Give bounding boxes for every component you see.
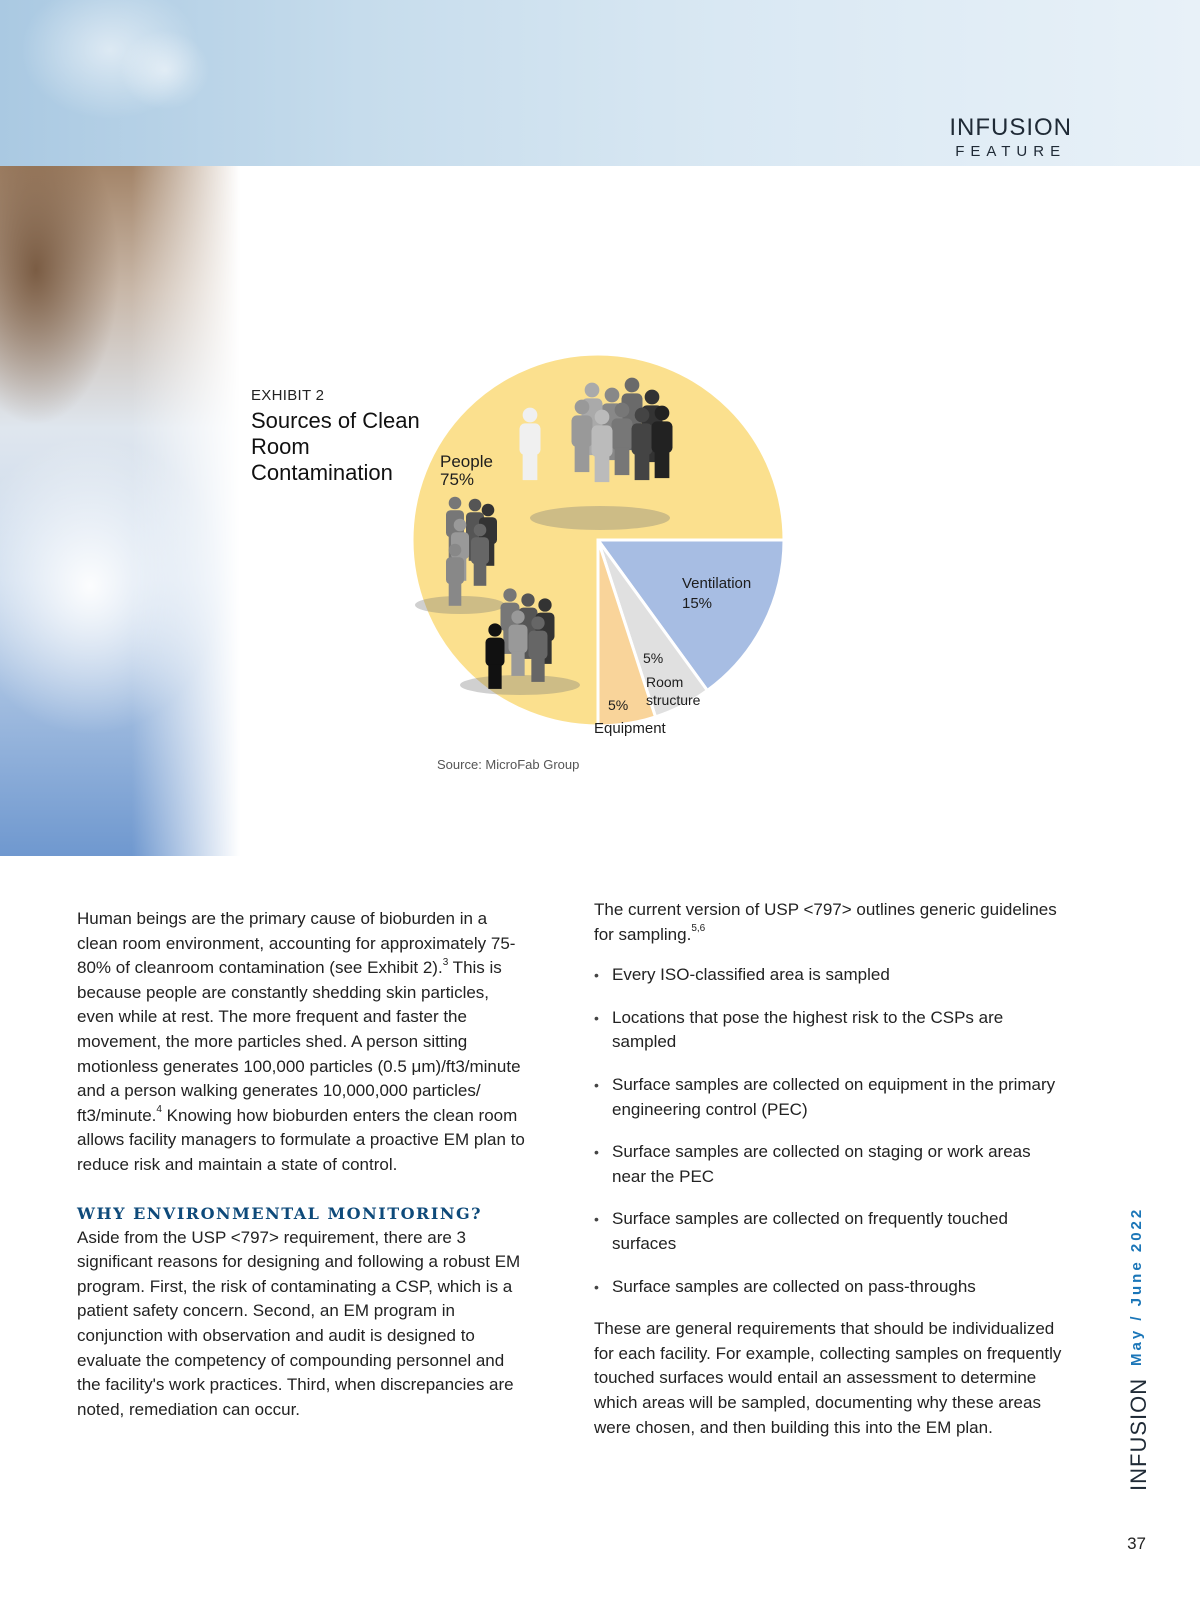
list-item: [594, 1073, 1064, 1122]
figure-shadow: [530, 506, 670, 530]
exhibit-label: EXHIBIT 2: [251, 387, 325, 404]
list-item: [594, 1207, 1064, 1256]
slice-label-ventilation: [682, 574, 751, 614]
sidebar-vertical: [1118, 1206, 1158, 1496]
bullet-icon: •: [594, 1144, 599, 1161]
text-span: This is because people are constantly shedding skin particles, even while at rest. The more frequent and faster the movement, the more particles shed. A person sitting motionless generates 100,000 particles (0.5 μm)/ft3/minute and a person walking generates 10,000,000 particles/ ft3/minute.: [77, 958, 521, 1125]
slice-value: 75%: [440, 470, 475, 489]
photo-shadow: [0, 166, 120, 426]
slice-name: Ventilation: [682, 575, 752, 592]
body-paragraph: [77, 907, 527, 1178]
text-span: Human beings are the primary cause of bioburden in a clean room environment, accounting for approximately 75-80% of cleanroom contamination (see Exhibit 2).: [77, 909, 516, 978]
chart-source: Source: MicroFab Group: [437, 757, 580, 772]
footnote-ref: 5,6: [691, 922, 706, 934]
bullet-icon: •: [594, 1009, 599, 1026]
right-column: [594, 898, 1064, 1440]
bullet-list: [594, 963, 1064, 1299]
exhibit-caption: [251, 387, 421, 486]
slice-value-equipment: 5%: [608, 697, 629, 713]
bullet-icon: •: [594, 1278, 599, 1295]
banner-highlight: [120, 30, 210, 110]
slice-name-room-structure: Room structure: [646, 674, 701, 708]
photo-highlight: [0, 436, 220, 736]
bullet-icon: •: [594, 1076, 599, 1093]
body-paragraph: Aside from the USP <797> requirement, there are 3 significant reasons for designing and following a robust EM program. First, the risk of contaminating a CSP, which is a patient safety concern. Second, an EM program in conjunction with observation and audit is designed to evaluate the competency of compounding personnel and the facility's work practices. Third, when discrepancies are noted, remediation can occur.: [77, 1227, 521, 1419]
body-paragraph: [594, 898, 1064, 947]
list-item-text: Surface samples are collected on frequently touched surfaces: [612, 1209, 1008, 1253]
page-number: 37: [1127, 1534, 1146, 1553]
text-span: The current version of USP <797> outlines generic guidelines for sampling.: [594, 900, 1057, 944]
list-item-text: Every ISO-classified area is sampled: [612, 965, 890, 985]
slice-name-equipment: Equipment: [594, 720, 666, 737]
footnote-ref: 3: [442, 956, 449, 968]
slice-label-people: [440, 453, 493, 489]
bullet-icon: •: [594, 1211, 599, 1228]
list-item-text: Surface samples are collected on equipment in the primary engineering control (PEC): [612, 1074, 1056, 1119]
left-column: [77, 907, 527, 1422]
bullet-icon: •: [594, 967, 599, 984]
section-label: FEATURE: [955, 143, 1067, 160]
list-item: [594, 1140, 1064, 1189]
sidebar-brand: INFUSION: [1126, 1377, 1151, 1491]
text-span: Knowing how bioburden enters the clean room allows facility managers to formulate a proactive EM plan to reduce risk and maintain a state of control.: [77, 1105, 525, 1174]
list-item-text: Surface samples are collected on staging or work areas near the PEC: [612, 1142, 1031, 1186]
slice-name: People: [440, 452, 493, 471]
section-heading: WHY ENVIRONMENTAL MONITORING?: [77, 1203, 482, 1223]
brand-logo: [949, 116, 1072, 162]
list-item-text: Locations that pose the highest risk to the CSPs are sampled: [612, 1007, 1004, 1052]
slice-value-room-structure: 5%: [643, 650, 664, 666]
brand-name: INFUSION: [949, 114, 1072, 141]
list-item: [594, 1275, 1064, 1300]
decorative-photo-strip: [0, 166, 240, 856]
issue-date: May / June 2022: [1128, 1206, 1145, 1366]
body-paragraph: These are general requirements that should be individualized for each facility. For example, collecting samples on frequently touched surfaces would entail an assessment to determine which areas will be sampled, documenting why these areas were chosen, and then building this into the EM plan.: [594, 1319, 1062, 1437]
pie-chart: [400, 355, 800, 735]
slice-value: 15%: [682, 595, 713, 612]
figure-shadow: [460, 675, 580, 695]
pie-chart-svg: [400, 355, 800, 735]
list-item-text: Surface samples are collected on pass-throughs: [612, 1276, 976, 1296]
list-item: [594, 963, 1064, 988]
footnote-ref: 4: [156, 1104, 162, 1116]
exhibit-title: Sources of Clean Room Contamination: [251, 408, 420, 485]
list-item: [594, 1006, 1064, 1055]
